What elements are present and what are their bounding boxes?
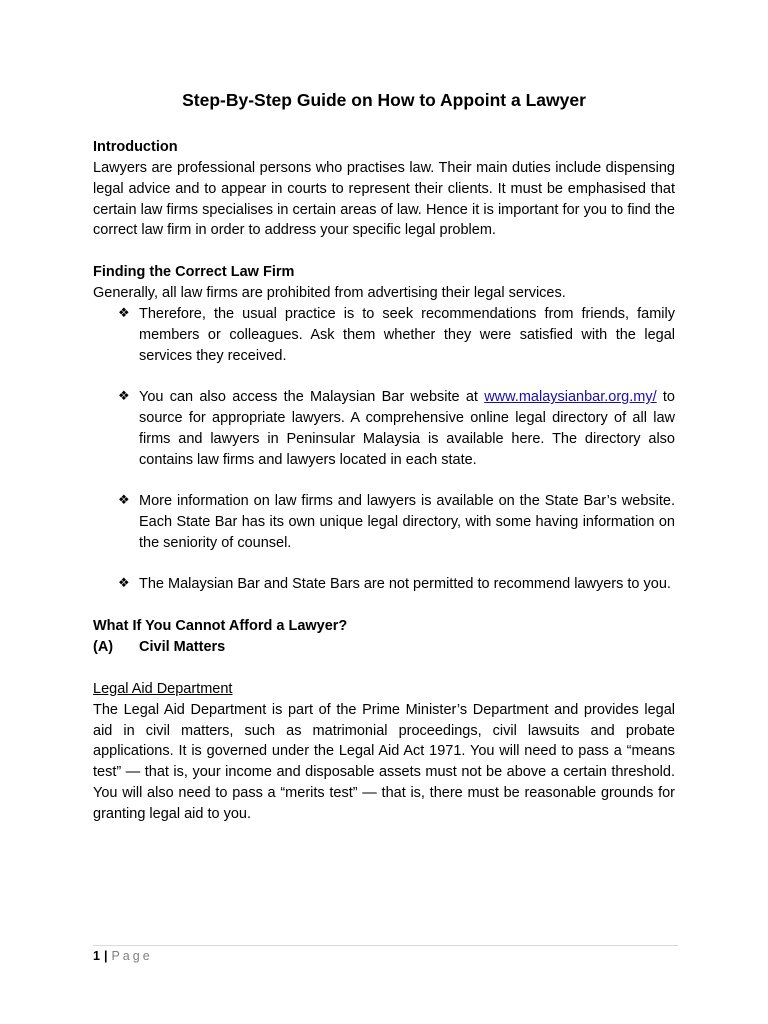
civil-matters-heading [93,637,675,658]
finding-heading: Finding the Correct Law Firm [93,264,295,281]
document-title: Step-By-Step Guide on How to Appoint a Lawyer [182,90,586,110]
bullet-text: More information on law firms and lawyers is available on the State Bar’s website. Each State Bar has its own unique legal directory, with some having information on the seniority of counsel. [139,493,675,551]
footer-divider [93,945,678,946]
finding-bullet-list [93,304,675,595]
afford-heading: What If You Cannot Afford a Lawyer? [93,617,348,634]
civil-matters-title: Civil Matters [139,638,226,655]
diamond-bullet-icon: ❖ [118,389,130,405]
diamond-bullet-icon: ❖ [118,576,130,592]
bullet-text-after-link: to source for appropriate lawyers. A comprehensive online legal directory of all law firms and lawyers in Peninsular Malaysia is available here. The directory also contains law firms and lawyers located in each state. [139,389,675,468]
intro-heading: Introduction [93,139,178,155]
page-label: Page [111,949,153,963]
bullet-text: The Malaysian Bar and State Bars are not permitted to recommend lawyers to you. [139,576,671,593]
civil-matters-label: (A) [93,638,114,655]
malaysian-bar-link[interactable]: www.malaysianbar.org.my/ [484,389,657,406]
legal-aid-heading: Legal Aid Department [93,680,233,697]
diamond-bullet-icon: ❖ [118,305,130,321]
bullet-item-state-bar [93,491,675,553]
bullet-item-malaysian-bar-website [93,387,675,470]
bullet-text-before-link: You can also access the Malaysian Bar website at [139,389,485,406]
finding-paragraph: Generally, all law firms are prohibited from advertising their legal services. [93,285,566,302]
bullet-item-recommendations [93,304,675,366]
page-number: 1 [93,949,100,963]
legal-aid-paragraph: The Legal Aid Department is part of the Prime Minister’s Department and provides legal aid in civil matters, such as matrimonial proceedings, civil lawsuits and probate applications. It is governed under the Legal Aid Act 1971. You will need to pass a “means test” — that is, your income and disposable assets must not be above a certain threshold. You will also need to pass a “merits test” — that is, there must be reasonable grounds for granting legal aid to you. [93,701,675,822]
bullet-text: Therefore, the usual practice is to seek recommendations from friends, family members or colleagues. Ask them whether they were satisfied with the legal services they received. [139,305,675,364]
document-content [93,88,675,825]
intro-paragraph: Lawyers are professional persons who practises law. Their main duties include dispensing legal advice and to appear in courts to represent their clients. It must be emphasised that certain law firms specialises in certain areas of law. Hence it is important for you to find the correct law firm in order to address your specific legal problem. [93,160,675,239]
diamond-bullet-icon: ❖ [118,493,130,509]
footer-separator: | [103,949,108,963]
page-footer [93,948,153,964]
bullet-item-no-recommendation [93,574,675,595]
